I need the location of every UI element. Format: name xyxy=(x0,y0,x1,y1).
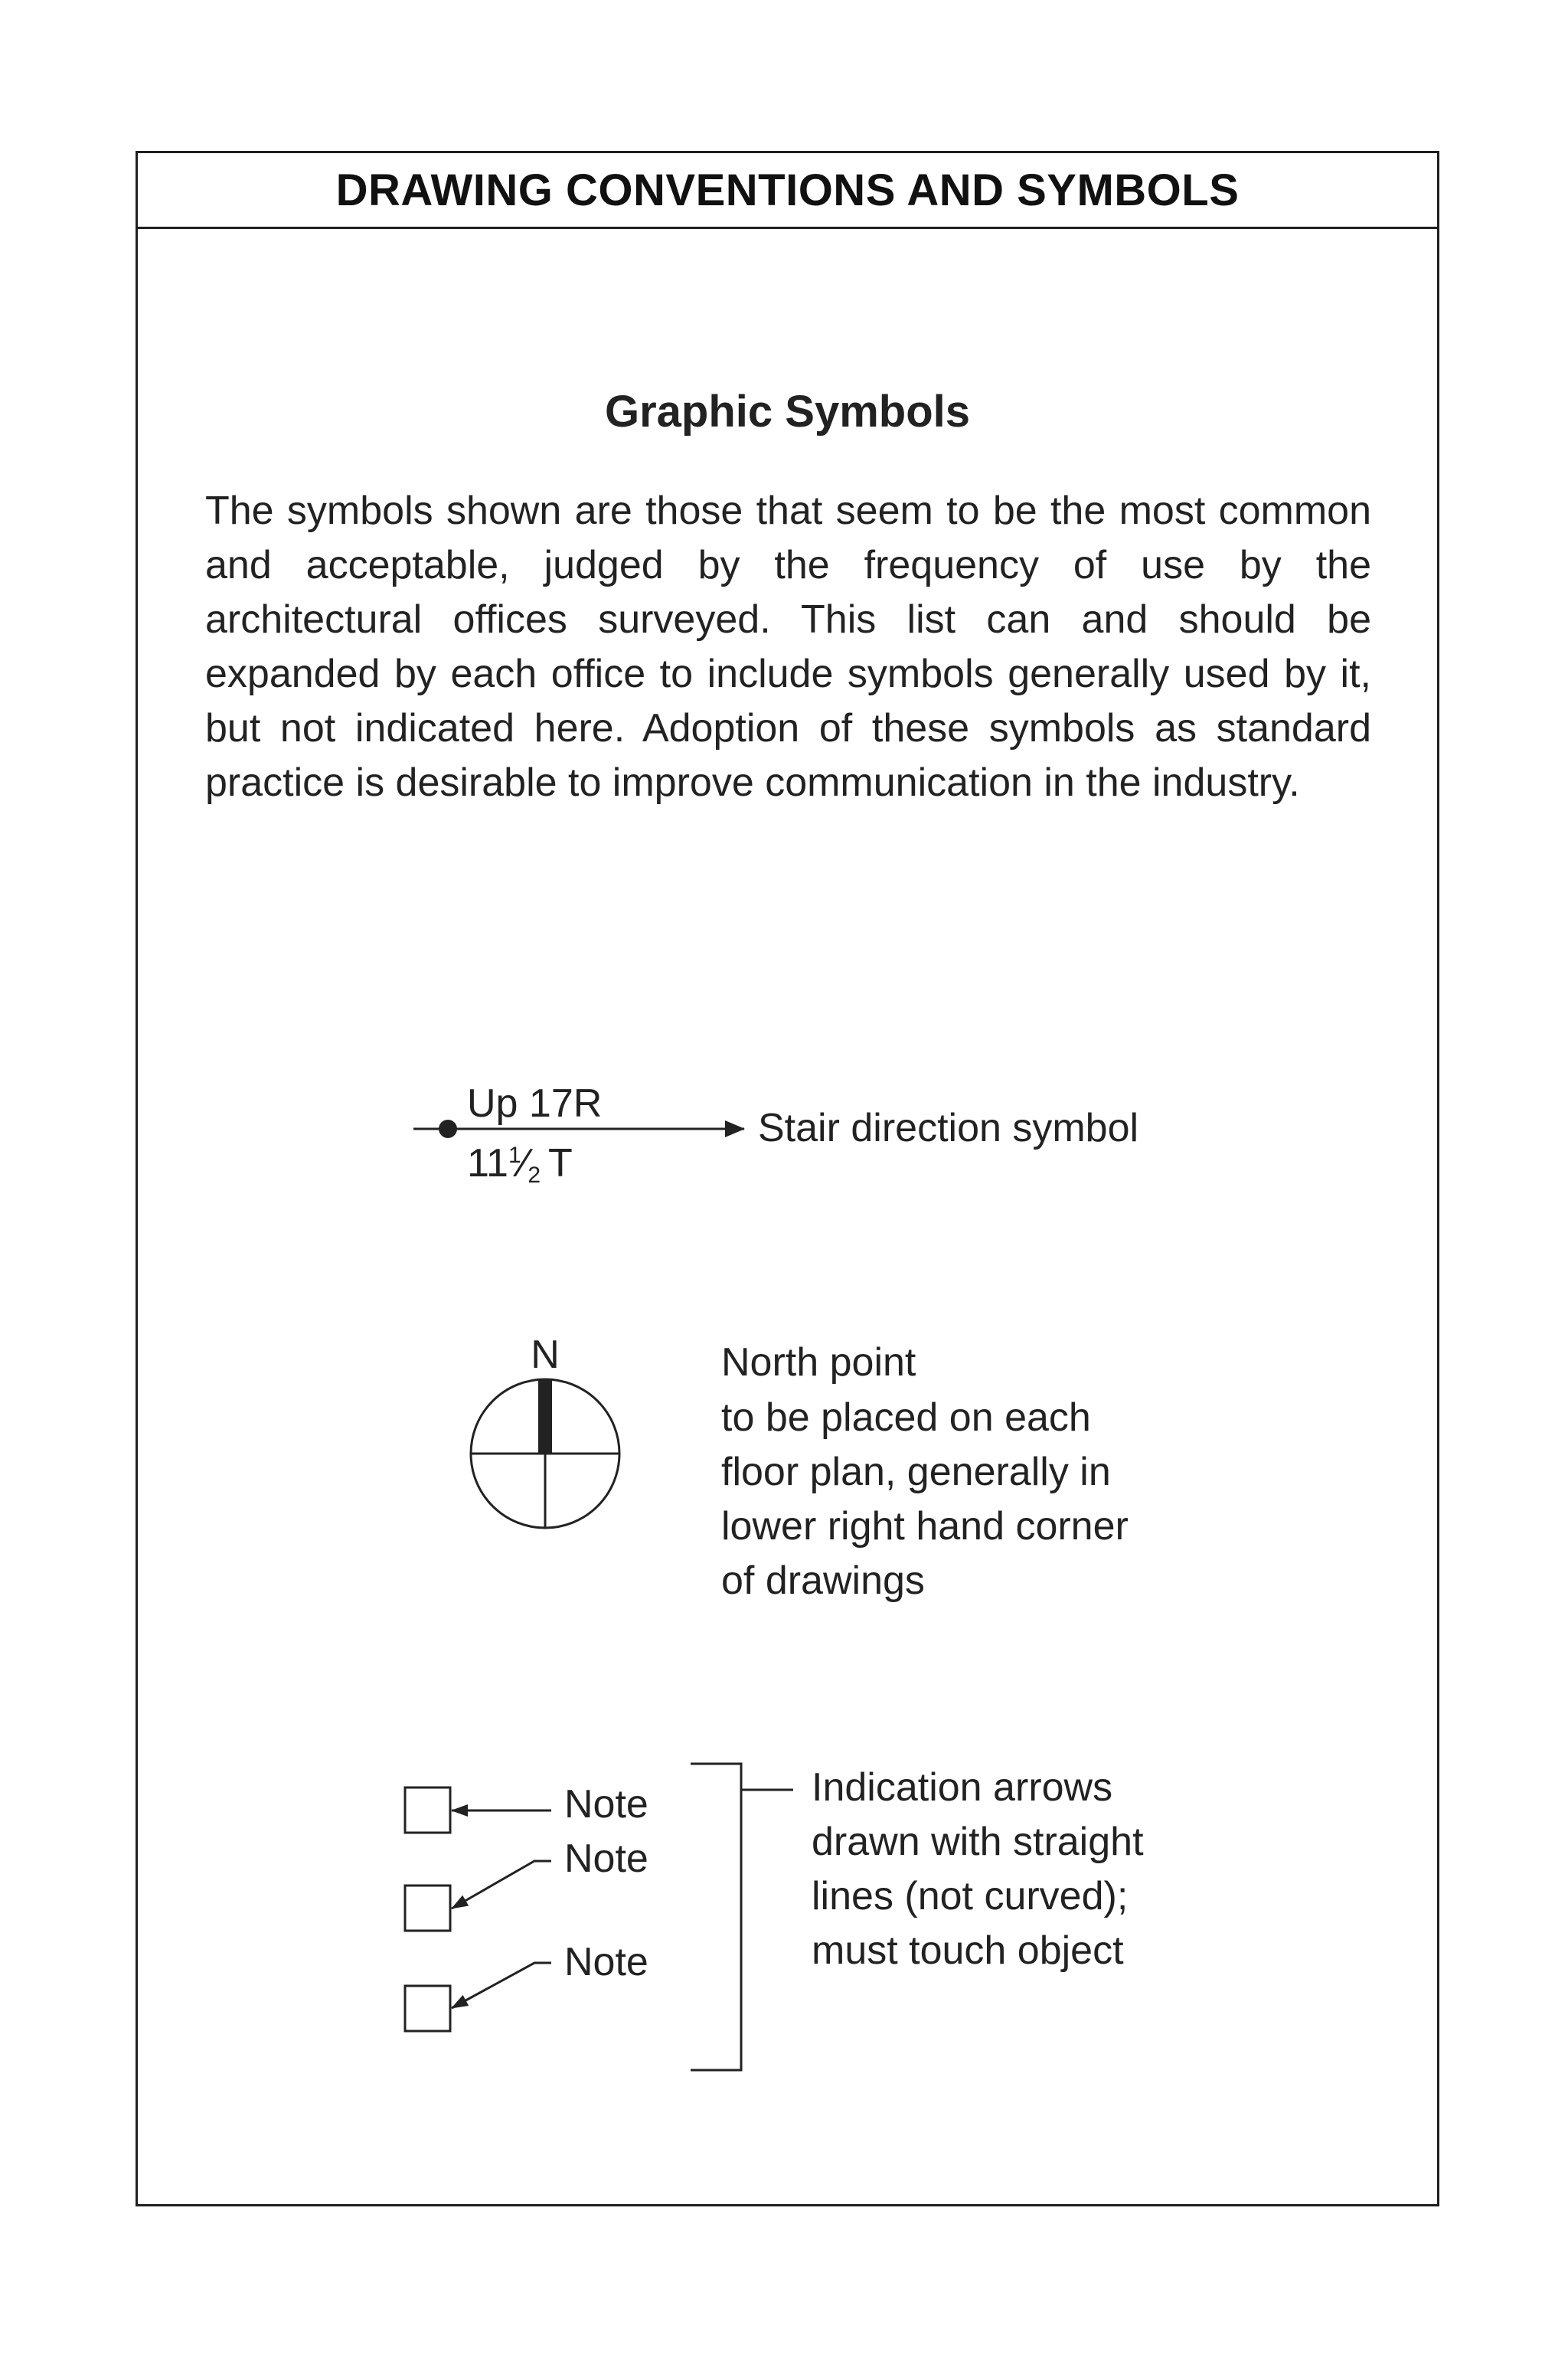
north-description: North point to be placed on each floor plan, generally in lower right hand corner of drawings xyxy=(721,1340,1129,1603)
note-arrow-2 xyxy=(452,1861,551,1909)
stair-tread-label: $11^1⁄2$ T xyxy=(467,1141,573,1188)
north-needle-icon xyxy=(538,1379,552,1454)
section-title: Graphic Symbols xyxy=(604,387,971,437)
stair-tread-whole: 11 xyxy=(467,1141,508,1186)
note-arrow-3 xyxy=(452,1963,551,2008)
stair-tread-denominator: 2 xyxy=(528,1163,541,1188)
stair-direction-symbol xyxy=(413,1081,1138,1188)
note-label-3: Note xyxy=(564,1940,648,1984)
note-object-box-3 xyxy=(405,1986,450,2031)
stair-description: Stair direction symbol xyxy=(758,1106,1139,1150)
north-point-symbol xyxy=(471,1333,1139,1603)
north-letter: N xyxy=(531,1333,560,1377)
stair-up-label: Up 17R xyxy=(467,1081,603,1126)
note-object-box-1 xyxy=(405,1788,450,1833)
stair-tread-numerator: 1 xyxy=(508,1143,521,1168)
indication-arrows-symbol xyxy=(405,1764,1155,2070)
stair-tread-unit: T xyxy=(548,1141,573,1186)
note-label-1: Note xyxy=(564,1782,648,1827)
notes-description: Indication arrows drawn with straight lines (not curved); must touch object xyxy=(812,1765,1144,1973)
page-title: DRAWING CONVENTIONS AND SYMBOLS xyxy=(335,165,1240,215)
note-label-2: Note xyxy=(564,1837,648,1881)
intro-paragraph: The symbols shown are those that seem to be the most common and acceptable, judged by the frequency of use by the architectural offices surveyed. This list can and should be expanded by each office to include symbols generally used by it, but not indicated here. Adoption of these symbols as standard practice is desirable to improve communication in the industry. xyxy=(205,489,1371,805)
note-object-box-2 xyxy=(405,1886,450,1931)
stair-start-dot-icon xyxy=(439,1120,457,1138)
notes-bracket xyxy=(691,1764,741,2070)
